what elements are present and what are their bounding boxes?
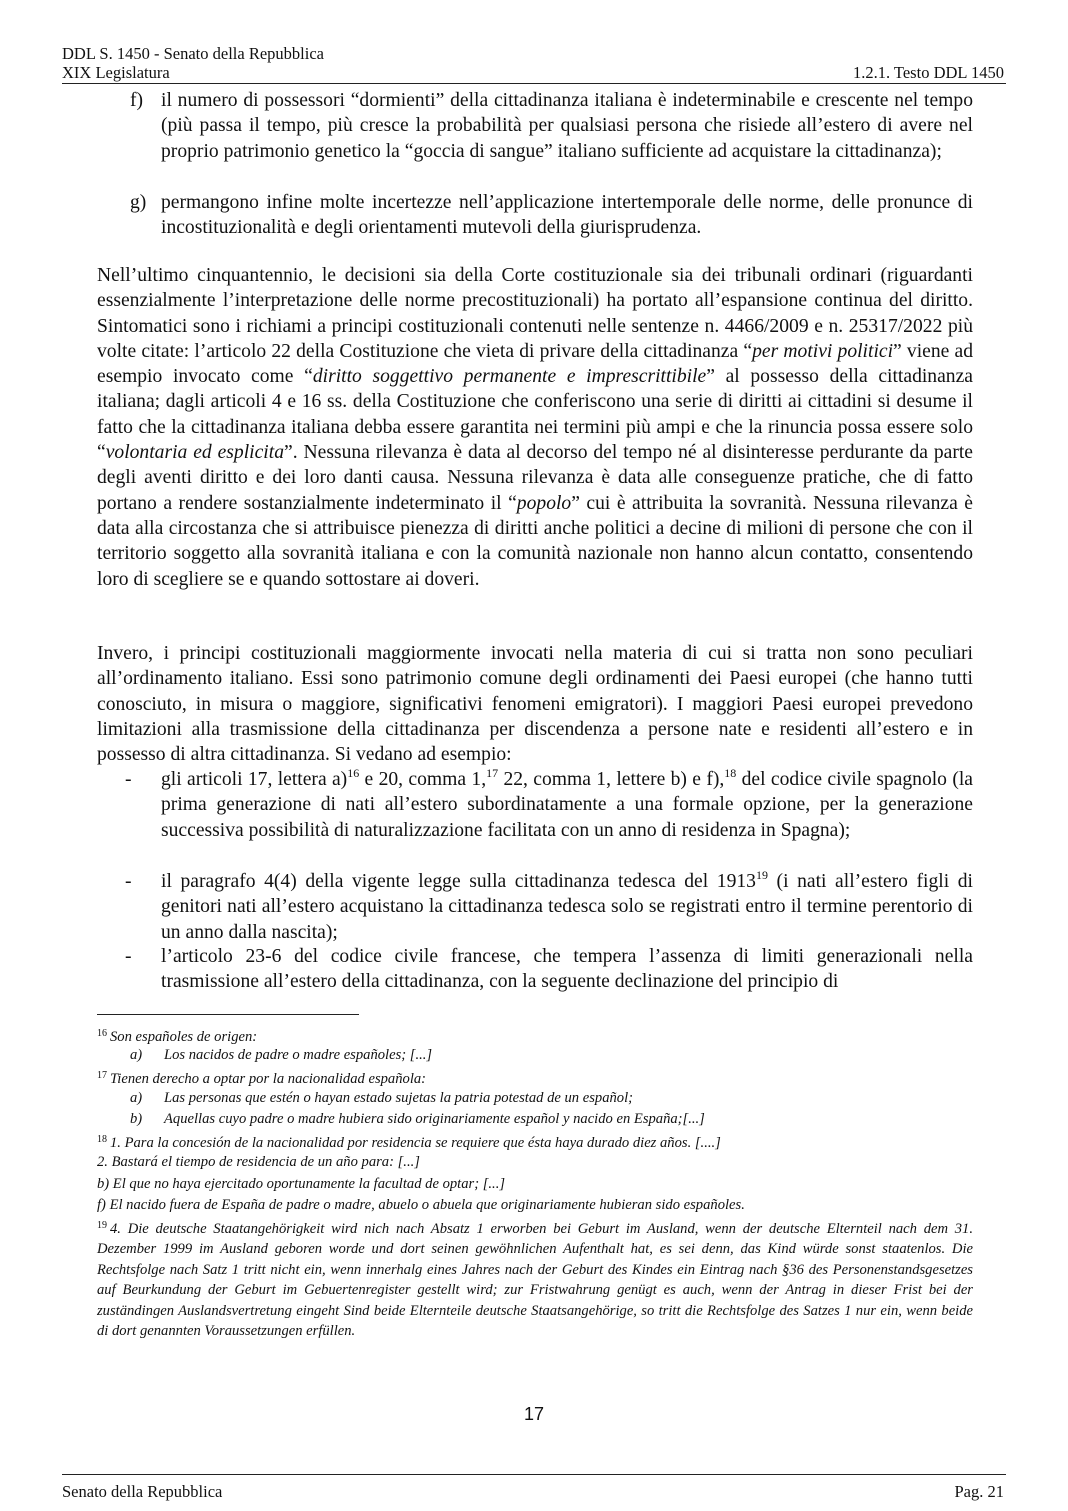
paragraph-constitutional-court	[97, 263, 973, 592]
italic-quote: per motivi politici	[752, 340, 894, 362]
italic-quote: volontaria ed esplicita	[105, 442, 284, 464]
footnote-marker: b)	[130, 1111, 143, 1127]
dash-item-text	[161, 767, 973, 843]
dash-marker: -	[125, 946, 132, 967]
footnote-17	[97, 1066, 973, 1089]
footer-divider	[62, 1474, 1006, 1475]
footnote-text: Aquellas cuyo padre o madre hubiera sido originariamente español y nacido en España;[...]	[164, 1111, 705, 1127]
footnote-text: Las personas que estén o hayan estado sujetas la patria potestad de un español;	[164, 1090, 633, 1106]
text-segment: il paragrafo 4(4) della vigente legge sulla cittadinanza tedesca del 1913	[161, 871, 756, 892]
footnote-text: 4. Die deutsche Staatangehörigkeit wird nich nach Absatz 1 erworben bei Geburt im Ausland, wenn der deutsche Elternteil nach dem 31. Dezember 1999 im Ausland geboren worde und dort seinen gewöhnlichen Aufenthalt hat, es sei denn, das Kind würde sonst staatenlos. Die Rechtsfolge nach Satz 1 tritt nicht ein, wenn innerhalg eines Jahres nach der Geburt des Kindes ein Eintrag nach §36 des Personenstandsgesetzes auf Beurkundung der Geburt im Gebuertenregister gestellt wird; zur Fristwahrung genügt es auch, wenn der Antrag in dieser Frist bei der zuständingen Auslandsvertretung eingeht Sind beide Elternteile deutsche Staatsangehörige, so tritt die Rechtsfolge des Satzes 1 nur ein, wenn beide di dort genannten Voraussetzungen erfüllen.	[97, 1221, 973, 1340]
footnote-18-item-f: f) El nacido fuera de España de padre o madre, abuelo o abuela que originariamente hubieran sido españoles.	[97, 1197, 745, 1213]
footnote-18	[97, 1130, 973, 1153]
footnote-18-para-2: 2. Bastará el tiempo de residencia de un año para: [...]	[97, 1154, 420, 1170]
text-segment: (i nati all’estero figli di genitori nati all’estero acquistano la cittadinanza tedesca solo se registrati entro il termine perentorio di un anno dalla nascita);	[161, 871, 973, 943]
footnote-ref: 17	[486, 766, 499, 780]
footnote-marker: a)	[130, 1047, 143, 1063]
text-segment: del codice civile spagnolo (la prima generazione di nati all’estero subordinatamente a una formale opzione, per la generazione successiva possibilità di naturalizzazione facilitata con un anno di residenza in Spagna);	[161, 769, 973, 841]
dash-marker: -	[125, 871, 132, 892]
footer-page-label: Pag. 21	[954, 1482, 1004, 1501]
text-segment: ” al possesso della cittadinanza italiana; dagli articoli 4 e 16 ss. della Costituzione che conferiscono una serie di diritti ai cittadini si desume il fatto che la cittadinanza italiana debba essere garantita nei termini più ampi e che la rinuncia possa essere solo “	[97, 366, 973, 464]
dash-item-text: l’articolo 23-6 del codice civile francese, che tempera l’assenza di limiti generazionali nella trasmissione all’estero della cittadinanza, con la seguente declinazione del principio di	[161, 946, 973, 993]
text-segment: ” viene ad esempio invocato come “	[97, 340, 973, 388]
footnote-17-item-a	[97, 1088, 973, 1108]
footnote-18-item-b: b) El que no haya ejercitado oportunamente la facultad de optar; [...]	[97, 1176, 506, 1192]
italic-quote: diritto soggettivo permanente e imprescrittibile	[312, 366, 707, 388]
dash-item-spain	[97, 767, 973, 843]
footnote-text: 1. Para la concesión de la nacionalidad por residencia se requiere que ésta haya durado diez años. [....]	[110, 1135, 721, 1151]
list-marker: f)	[130, 90, 144, 111]
footnote-ref: 19	[755, 868, 768, 882]
footnote-16-item-a	[97, 1045, 973, 1065]
text-segment: 22, comma 1, lettere b) e f),	[498, 769, 725, 790]
list-item-g	[97, 190, 973, 241]
footnote-ref: 18	[724, 766, 737, 780]
footnote-marker: a)	[130, 1090, 143, 1106]
footnote-ref: 16	[347, 766, 360, 780]
footnote-17-item-b	[97, 1109, 973, 1129]
header-document-title: DDL S. 1450 - Senato della Repubblica	[62, 44, 324, 63]
footnote-text: Los nacidos de padre o madre españoles; [...]	[164, 1047, 433, 1063]
paragraph-european-principles: Invero, i principi costituzionali maggiormente invocati nella materia di cui si tratta non sono peculiari all’ordinamento italiano. Essi sono patrimonio comune degli ordinamenti dei Paesi europei (che hanno tutti conosciuto, in misura o maggiore, significativi fenomeni emigratori). I maggiori Paesi europei prevedono limitazioni alla trasmissione della cittadinanza per discendenza a persone nate e residenti all’estero e in possesso di altra cittadinanza. Si vedano ad esempio:	[97, 643, 973, 766]
list-item-text: il numero di possessori “dormienti” della cittadinanza italiana è indeterminabile e crescente nel tempo (più passa il tempo, più cresce la probabilità per qualsiasi persona che risiede all’estero di avere nel proprio patrimonio genetico la “goccia di sangue” italiano sufficiente ad acquistare la cittadinanza);	[161, 90, 973, 162]
footnote-divider	[97, 1014, 359, 1015]
footnote-number: 16	[97, 1028, 107, 1039]
page-number: 17	[523, 1404, 545, 1424]
list-marker: g)	[130, 192, 147, 213]
text-segment: e 20, comma 1,	[359, 769, 487, 790]
header-section-title: 1.2.1. Testo DDL 1450	[852, 63, 1004, 82]
footnote-16	[97, 1024, 973, 1047]
text-segment: Nell’ultimo cinquantennio, le decisioni sia della Corte costituzionale sia dei tribunali ordinari (riguardanti essenzialmente l’interpretazione delle norme precostituzionali) ha portato all’espansione continua del diritto. Sintomatici sono i richiami a principi costituzionali contenuti nelle sentenze n. 4466/2009 e n. 25317/2022 più volte citate: l’articolo 22 della Costituzione che vieta di privare della cittadinanza “	[97, 265, 973, 362]
italic-quote: popolo	[516, 492, 572, 514]
footnote-text: Son españoles de origen:	[110, 1029, 258, 1045]
dash-item-france	[97, 944, 973, 995]
footnote-number: 18	[97, 1134, 107, 1145]
dash-item-text	[161, 869, 973, 945]
list-item-text: permangono infine molte incertezze nell’applicazione intertemporale delle norme, delle pronunce di incostituzionalità e degli orientamenti mutevoli della giurisprudenza.	[161, 192, 973, 239]
footer-institution: Senato della Repubblica	[62, 1482, 223, 1501]
list-item-f	[97, 88, 973, 164]
dash-item-germany	[97, 869, 973, 945]
footnote-text: Tienen derecho a optar por la nacionalidad española:	[110, 1071, 427, 1087]
footnote-number: 19	[97, 1220, 107, 1231]
text-segment: ”. Nessuna rilevanza è data al decorso del tempo né al disinteresse perdurante da parte degli aventi diritto e dei loro danti causa. Nessuna rilevanza è data alle conseguenze pratiche, che di fatto portano a rendere sostanzialmente indeterminato il “	[97, 442, 973, 514]
header-divider	[62, 83, 1006, 84]
text-segment: ” cui è attribuita la sovranità. Nessuna rilevanza è data alla circostanza che si attribuisce pienezza di diritti anche politici a decine di milioni di persone che con il territorio soggetto alla sovranità italiana e con la comunità nazionale non hanno alcun contatto, consentendo loro di scegliere se e quando sottostare ai doveri.	[97, 492, 973, 590]
dash-marker: -	[125, 769, 132, 790]
footnote-number: 17	[97, 1070, 107, 1081]
text-segment: gli articoli 17, lettera a)	[161, 769, 348, 790]
header-legislature: XIX Legislatura	[62, 63, 170, 82]
footnote-19	[97, 1216, 973, 1341]
